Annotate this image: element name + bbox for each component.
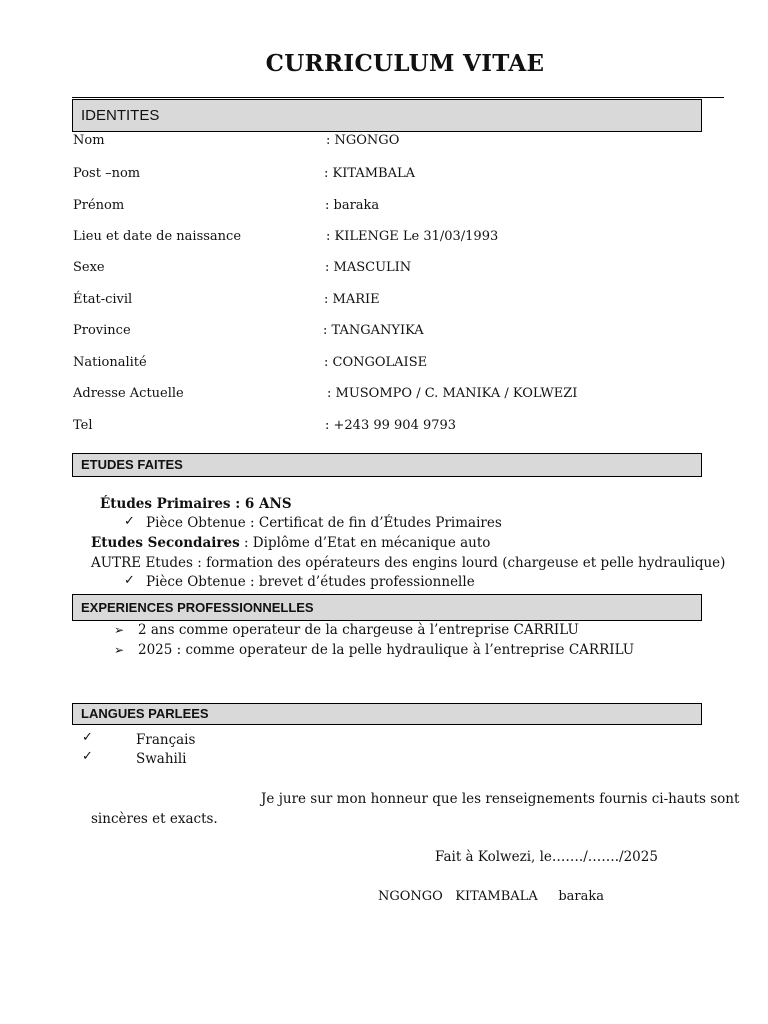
identity-label: Lieu et date de naissance bbox=[73, 229, 242, 244]
identity-value: : CONGOLAISE bbox=[324, 355, 428, 370]
title-divider bbox=[72, 97, 724, 98]
identity-value: : MARIE bbox=[324, 292, 380, 307]
identity-value: : KILENGE Le 31/03/1993 bbox=[326, 229, 499, 244]
identity-label: Province bbox=[73, 323, 131, 338]
etudes-secondaires-value: : Diplôme d’Etat en mécanique auto bbox=[239, 535, 491, 551]
identity-value: : +243 99 904 9793 bbox=[325, 418, 457, 433]
identity-label: Nom bbox=[73, 133, 105, 148]
section-header-langues: LANGUES PARLEES bbox=[72, 703, 702, 725]
section-header-etudes: ETUDES FAITES bbox=[72, 453, 702, 477]
experience-item: 2 ans comme operateur de la chargeuse à l’entreprise CARRILU bbox=[138, 622, 579, 638]
identity-label: Adresse Actuelle bbox=[73, 386, 184, 401]
check-mark-icon: ✓ bbox=[124, 514, 135, 529]
identity-label: Tel bbox=[73, 418, 93, 433]
experience-item: 2025 : comme operateur de la pelle hydraulique à l’entreprise CARRILU bbox=[138, 642, 635, 658]
check-mark-icon: ✓ bbox=[124, 573, 135, 588]
identity-value: : MASCULIN bbox=[325, 260, 412, 275]
identity-label: Sexe bbox=[73, 260, 105, 275]
etudes-primaires-title: Études Primaires : 6 ANS bbox=[100, 496, 292, 512]
identity-label: État-civil bbox=[73, 292, 133, 307]
etudes-autre-piece: Pièce Obtenue : brevet d’études professionnelle bbox=[146, 574, 475, 590]
declaration-line-2: sincères et exacts. bbox=[91, 811, 218, 827]
identity-label: Nationalité bbox=[73, 355, 147, 370]
section-header-identites: IDENTITES bbox=[72, 99, 702, 132]
place-date-line: Fait à Kolwezi, le……./……./2025 bbox=[435, 849, 658, 865]
etudes-autre: AUTRE Etudes : formation des opérateurs des engins lourd (chargeuse et pelle hydraulique) bbox=[91, 555, 726, 571]
page-title: CURRICULUM VITAE bbox=[265, 50, 545, 77]
check-mark-icon: ✓ bbox=[82, 749, 93, 764]
language-item: Swahili bbox=[136, 751, 187, 767]
identity-value: : NGONGO bbox=[326, 133, 400, 148]
declaration-line-1: Je jure sur mon honneur que les renseignements fournis ci-hauts sont bbox=[261, 791, 740, 807]
check-mark-icon: ✓ bbox=[82, 730, 93, 745]
language-item: Français bbox=[136, 732, 196, 748]
arrow-bullet-icon: ➢ bbox=[114, 623, 125, 637]
etudes-primaires-piece: Pièce Obtenue : Certificat de fin d’Études Primaires bbox=[146, 515, 502, 531]
identity-value: : KITAMBALA bbox=[324, 166, 415, 181]
arrow-bullet-icon: ➢ bbox=[114, 643, 125, 657]
identity-label: Prénom bbox=[73, 198, 125, 213]
signature-name: NGONGO KITAMBALA baraka bbox=[378, 889, 605, 904]
etudes-secondaires-label: Etudes Secondaires bbox=[91, 535, 240, 551]
identity-value: : TANGANYIKA bbox=[323, 323, 424, 338]
identity-label: Post –nom bbox=[73, 166, 141, 181]
identity-value: : MUSOMPO / C. MANIKA / KOLWEZI bbox=[327, 386, 578, 401]
etudes-secondaires bbox=[91, 535, 490, 551]
section-header-experiences: EXPERIENCES PROFESSIONNELLES bbox=[72, 594, 702, 621]
identity-value: : baraka bbox=[325, 198, 380, 213]
